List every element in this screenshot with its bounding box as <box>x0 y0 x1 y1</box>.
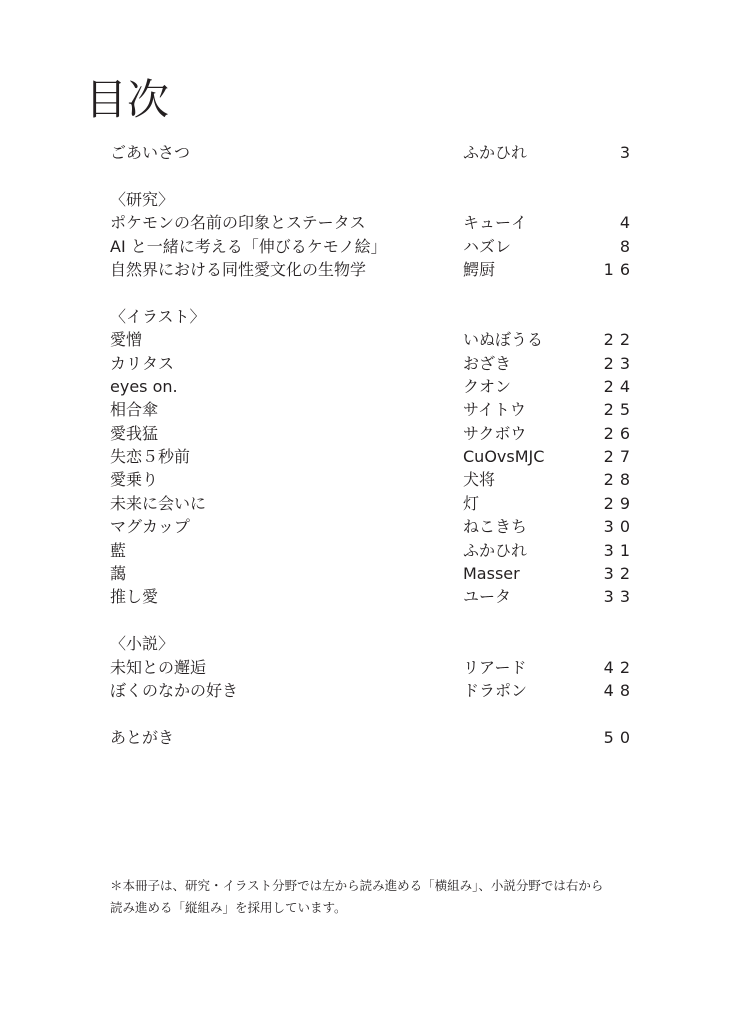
entry-title: ぼくのなかの好き <box>110 680 239 700</box>
entry-page: 16 <box>603 259 636 279</box>
entry-author: サイトウ <box>463 400 526 420</box>
entry-author: ふかひれ <box>463 143 528 162</box>
toc-entry-afterword[interactable] <box>110 726 636 749</box>
section-heading-research: 〈研究〉 <box>110 189 175 209</box>
toc-entry[interactable] <box>110 445 636 468</box>
entry-title: 未来に会いに <box>110 493 207 513</box>
entry-title: 愛我猛 <box>110 423 159 443</box>
toc-entry[interactable] <box>110 515 636 538</box>
entry-page: 42 <box>603 657 636 677</box>
entry-page: 50 <box>603 727 636 747</box>
entry-page: 48 <box>603 680 636 700</box>
toc-entry[interactable] <box>110 468 636 491</box>
entry-title: カリタス <box>110 353 175 373</box>
toc-entry[interactable] <box>110 328 636 351</box>
entry-page: 23 <box>603 353 636 373</box>
toc-entry[interactable] <box>110 352 636 375</box>
table-of-contents <box>110 141 636 749</box>
entry-author: 灯 <box>463 493 480 513</box>
entry-page: 33 <box>603 587 636 607</box>
entry-author: CuOvsMJC <box>463 447 545 467</box>
note-line-2: 読み進める「縦組み」を採用しています。 <box>110 900 347 915</box>
entry-author: いぬぼうる <box>463 330 544 350</box>
toc-entry[interactable] <box>110 398 636 421</box>
entry-author: クオン <box>463 376 512 396</box>
entry-author: おざき <box>463 353 512 373</box>
entry-title: 失恋５秒前 <box>110 447 191 467</box>
entry-page: 24 <box>603 376 636 396</box>
entry-author: サクボウ <box>463 423 527 443</box>
entry-author: ねこきち <box>463 517 528 537</box>
toc-entry[interactable] <box>110 375 636 398</box>
toc-entry[interactable] <box>110 679 636 702</box>
entry-page: 3 <box>619 143 636 162</box>
entry-title: ごあいさつ <box>110 143 191 162</box>
entry-page: 8 <box>619 236 636 256</box>
entry-page: 31 <box>603 540 636 560</box>
toc-entry[interactable] <box>110 235 636 258</box>
entry-page: 28 <box>603 470 636 490</box>
toc-entry[interactable] <box>110 422 636 445</box>
toc-entry[interactable] <box>110 258 636 281</box>
entry-title: 自然界における同性愛文化の生物学 <box>110 259 367 279</box>
entry-page: 27 <box>603 447 636 467</box>
entry-page: 4 <box>619 213 636 233</box>
entry-page: 25 <box>603 400 636 420</box>
entry-author: キューイ <box>463 213 528 233</box>
section-heading-illustration: 〈イラスト〉 <box>110 306 206 326</box>
entry-author: ふかひれ <box>463 540 528 560</box>
toc-entry[interactable] <box>110 585 636 608</box>
entry-author: ドラポン <box>463 680 528 700</box>
section-heading-novel: 〈小説〉 <box>110 634 175 654</box>
reading-direction-note <box>110 875 650 919</box>
entry-title: 愛乗り <box>110 470 159 490</box>
entry-page: 30 <box>603 517 636 537</box>
entry-title: あとがき <box>110 727 175 747</box>
toc-entry-greeting[interactable] <box>110 141 636 164</box>
entry-author: 犬将 <box>463 470 496 490</box>
entry-page: 32 <box>603 564 636 584</box>
entry-title: 愛憎 <box>110 330 143 350</box>
entry-author: リアード <box>463 657 527 677</box>
entry-author: Masser <box>463 564 520 584</box>
entry-author: 鰐厨 <box>463 259 496 279</box>
entry-page: 26 <box>603 423 636 443</box>
page-title: 目次 <box>85 75 170 124</box>
entry-title: マグカップ <box>110 517 190 537</box>
toc-entry[interactable] <box>110 562 636 585</box>
entry-title: 未知との邂逅 <box>110 657 207 677</box>
entry-page: 29 <box>603 493 636 513</box>
entry-title: ポケモンの名前の印象とステータス <box>110 213 366 233</box>
entry-author: ユータ <box>463 587 512 607</box>
entry-title: eyes on. <box>110 376 178 396</box>
note-line-1: ＊本冊子は、研究・イラスト分野では左から読み進める「横組み」、小説分野では右から <box>110 878 604 893</box>
entry-title: 推し愛 <box>110 587 159 607</box>
entry-title: 藍 <box>110 540 127 560</box>
toc-entry[interactable] <box>110 656 636 679</box>
entry-title: 相合傘 <box>110 400 159 420</box>
entry-author: ハズレ <box>463 236 512 256</box>
entry-title: 藹 <box>110 564 127 584</box>
toc-entry[interactable] <box>110 492 636 515</box>
entry-title: AI と一緒に考える「伸びるケモノ絵」 <box>110 236 387 256</box>
toc-entry[interactable] <box>110 539 636 562</box>
entry-page: 22 <box>603 330 636 350</box>
toc-entry[interactable] <box>110 211 636 234</box>
